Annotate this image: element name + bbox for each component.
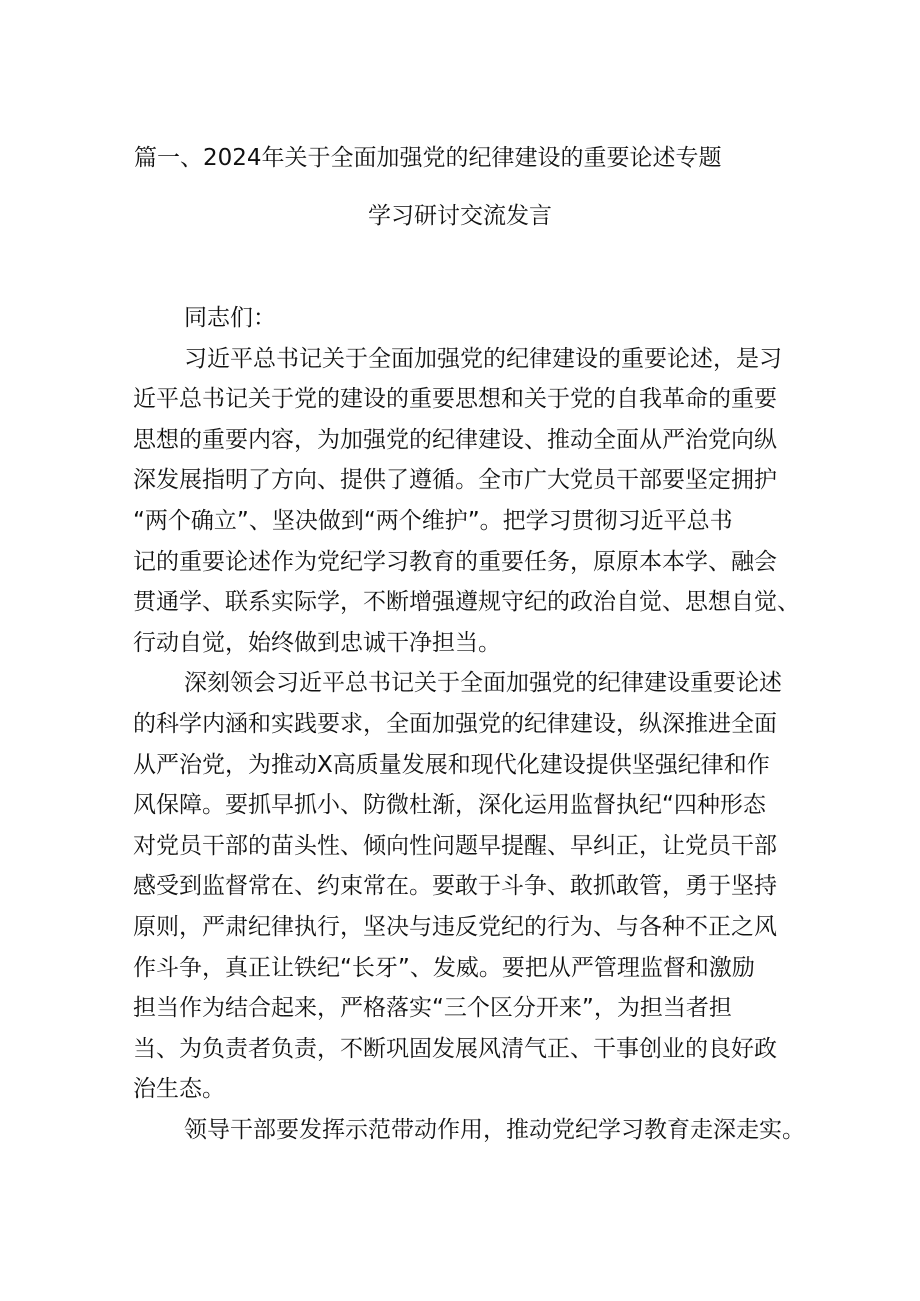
text-line: 深发展指明了方向、提供了遵循。全市广大党员干部要坚定拥护 [133, 467, 777, 494]
text-line: 行动自觉，始终做到忠诚干净担当。 [133, 629, 501, 656]
text-line: 从严治党，为推动X高质量发展和现代化建设提供坚强纪律和作 [133, 751, 770, 778]
text-line: 的科学内涵和实践要求，全面加强党的纪律建设，纵深推进全面 [133, 710, 777, 737]
text-line: “两个确立”、坚决做到“两个维护”。把学习贯彻习近平总书 [133, 507, 733, 534]
document-body [133, 298, 805, 1150]
text-line: 习近平总书记关于全面加强党的纪律建设的重要论述，是习 [184, 345, 782, 372]
document-title-line-2: 学习研讨交流发言 [368, 203, 552, 229]
text-line: 同志们： [184, 305, 276, 331]
text-line: 治生态。 [133, 1076, 225, 1103]
text-line: 贯通学、联系实际学，不断增强遵规守纪的政治自觉、思想自觉、 [133, 589, 800, 616]
text-line: 深刻领会习近平总书记关于全面加强党的纪律建设重要论述 [184, 670, 782, 697]
text-line: 作斗争，真正让铁纪“长牙”、发威。要把从严管理监督和激励 [133, 954, 755, 981]
text-line: 近平总书记关于党的建设的重要思想和关于党的自我革命的重要 [133, 386, 777, 413]
document-title-line-1: 篇一、2024年关于全面加强党的纪律建设的重要论述专题 [134, 145, 722, 171]
text-line: 思想的重要内容，为加强党的纪律建设、推动全面从严治党向纵 [133, 426, 777, 453]
text-line: 原则，严肃纪律执行，坚决与违反党纪的行为、与各种不正之风 [133, 913, 777, 940]
text-line: 风保障。要抓早抓小、防微杜渐，深化运用监督执纪“四种形态 [133, 792, 766, 819]
text-line: 感受到监督常在、约束常在。要敢于斗争、敢抓敢管，勇于坚持 [133, 873, 777, 900]
text-line: 当、为负责者负责，不断巩固发展风清气正、干事创业的良好政 [133, 1035, 777, 1062]
text-line: 担当作为结合起来，严格落实“三个区分开来”，为担当者担 [133, 995, 732, 1022]
text-line: 记的重要论述作为党纪学习教育的重要任务，原原本本学、融会 [133, 548, 777, 575]
text-line: 领导干部要发挥示范带动作用，推动党纪学习教育走深走实。 [184, 1116, 805, 1143]
text-line: 对党员干部的苗头性、倾向性问题早提醒、早纠正，让党员干部 [133, 832, 777, 859]
